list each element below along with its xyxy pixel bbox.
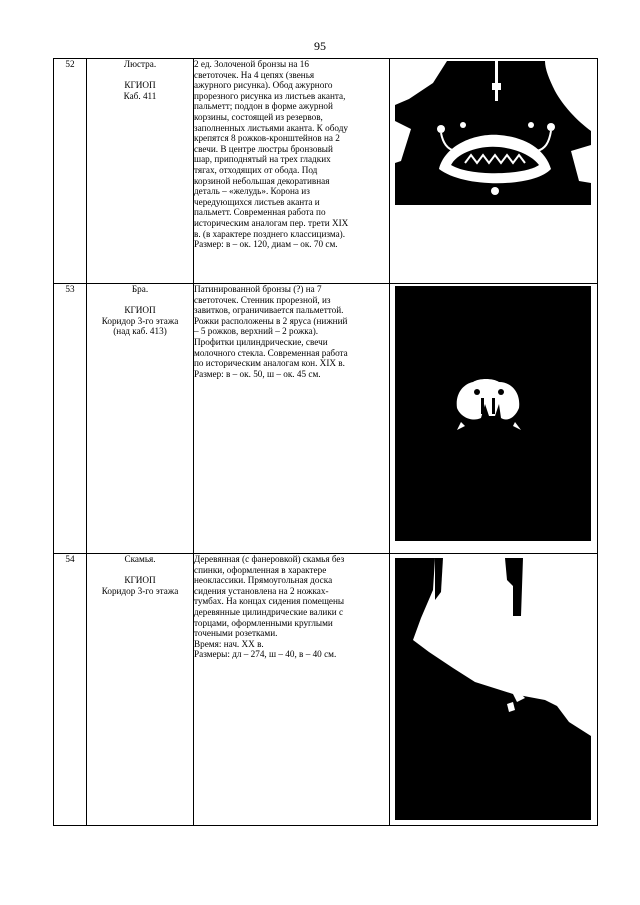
desc-line: ажурного рисунка). Обод ажурного	[194, 80, 333, 91]
desc-line: спинки, оформленная в характере	[194, 564, 327, 575]
desc-line: Размер: в – ок. 120, диам – ок. 70 см.	[194, 239, 338, 250]
spacer	[87, 295, 193, 306]
desc-line: деталь – «желудь». Корона из	[194, 186, 310, 197]
catalog-row	[54, 554, 598, 826]
desc-line: по историческим аналогам кон. XIX в.	[194, 358, 345, 369]
desc-line: – 5 рожков, верхний – 2 рожка).	[194, 326, 319, 337]
item-location: Коридор 3-го этажа	[101, 585, 179, 596]
desc-line: Размеры: дл – 274, ш – 40, в – 40 см.	[194, 649, 337, 660]
item-title: Скамья.	[124, 554, 156, 564]
desc-line: чередующихся листьев аканта и	[194, 196, 320, 207]
desc-line: молочного стекла. Современная работа	[194, 347, 348, 358]
item-photo-cell	[390, 59, 598, 284]
desc-line: тягах, отходящих от обода. Под	[194, 164, 318, 175]
catalog-row	[54, 284, 598, 554]
desc-line: 2 ед. Золоченой бронзы на 16	[194, 59, 309, 69]
desc-line: историческим аналогам пер. трети XIX	[194, 217, 349, 228]
desc-line: Профитки цилиндрические, свечи	[194, 336, 328, 347]
desc-line: завитков, ограничивается пальметтой.	[194, 305, 344, 316]
desc-line: Время: нач. XX в.	[194, 638, 264, 649]
desc-line: Деревянная (с фанеровкой) скамья без	[194, 554, 345, 564]
desc-line: пальметт; поддон в форме ажурной	[194, 101, 333, 112]
desc-line: деревянные цилиндрические валики с	[194, 606, 344, 617]
desc-line: тумбах. На концах сидения помещены	[194, 596, 345, 607]
page-number: 95	[314, 39, 326, 53]
item-owner: КГИОП	[124, 80, 156, 91]
item-name-cell	[87, 284, 194, 554]
desc-line: пальметт. Современная работа по	[194, 207, 326, 218]
item-description	[194, 284, 390, 554]
desc-line: светоточек. Стенник прорезной, из	[194, 294, 331, 305]
item-location-detail: (над каб. 413)	[113, 326, 167, 337]
item-photo-cell	[390, 284, 598, 554]
desc-line: торцами, оформленными круглыми	[194, 617, 333, 628]
desc-line: корзины, состоящей из резервов,	[194, 111, 323, 122]
item-number: 53	[54, 284, 87, 554]
sconce-photo	[395, 286, 591, 541]
desc-line: точеными розетками.	[194, 628, 278, 639]
desc-line: шар, приподнятый на трех гладких	[194, 154, 331, 165]
desc-line: Размер: в – ок. 50, ш – ок. 45 см.	[194, 368, 321, 379]
desc-line: в. (в характере позднего классицизма).	[194, 228, 346, 239]
chandelier-photo	[395, 61, 591, 205]
item-number: 54	[54, 554, 87, 826]
desc-line: прорезного рисунка из листьев аканта,	[194, 90, 346, 101]
desc-line: светоточек. На 4 цепях (звенья	[194, 69, 315, 80]
bench-photo	[395, 556, 591, 820]
catalog-row	[54, 59, 598, 284]
catalog-table	[53, 58, 598, 826]
desc-line: крепятся 8 рожков-кронштейнов на 2	[194, 133, 340, 144]
desc-line: Рожки расположены в 2 яруса (нижний	[194, 315, 348, 326]
desc-line: неоклассики. Прямоугольная доска	[194, 575, 333, 586]
item-number: 52	[54, 59, 87, 284]
item-description	[194, 59, 390, 284]
spacer	[87, 70, 193, 81]
item-name-cell	[87, 554, 194, 826]
desc-line: сидения установлена на 2 ножках-	[194, 585, 329, 596]
desc-line: заполненных листьями аканта. К ободу	[194, 122, 348, 133]
item-owner: КГИОП	[124, 305, 156, 316]
item-owner: КГИОП	[124, 575, 156, 586]
item-location: Коридор 3-го этажа	[101, 315, 179, 326]
item-title: Люстра.	[123, 59, 157, 69]
desc-line: свечи. В центре люстры бронзовый	[194, 143, 333, 154]
spacer	[87, 565, 193, 576]
item-location: Каб. 411	[123, 90, 157, 101]
item-name-cell	[87, 59, 194, 284]
desc-line: корзиной небольшая декоративная	[194, 175, 330, 186]
desc-line: Патинированной бронзы (?) на 7	[194, 284, 322, 294]
item-title: Бра.	[131, 284, 149, 294]
item-photo-cell	[390, 554, 598, 826]
item-description	[194, 554, 390, 826]
